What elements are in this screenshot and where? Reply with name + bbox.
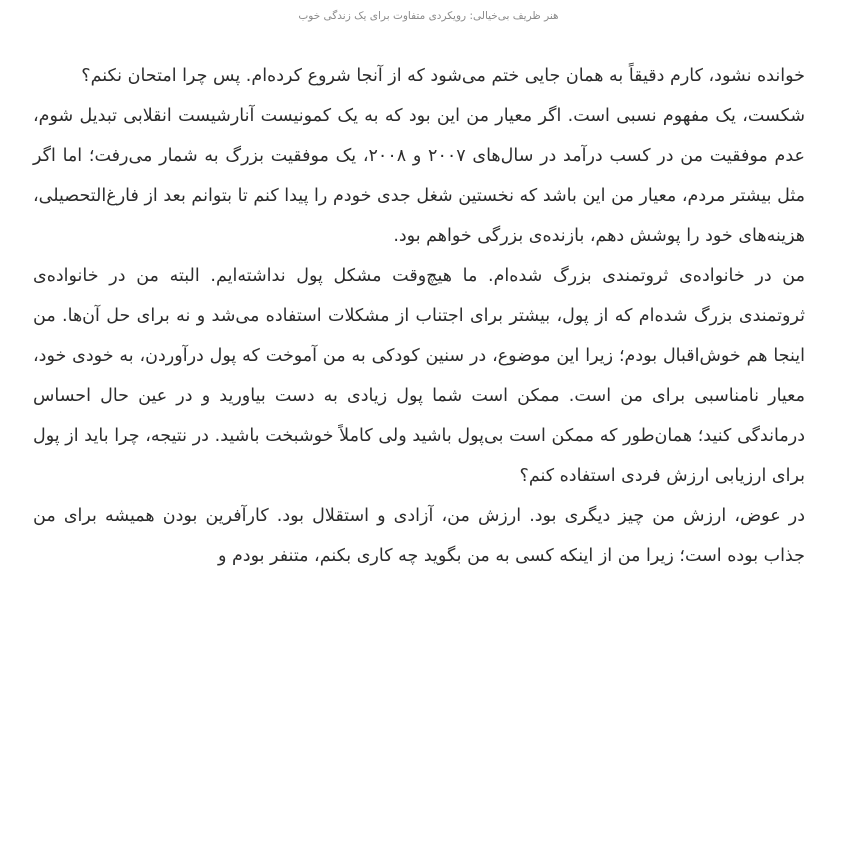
paragraph-4: در عوض، ارزش من چیز دیگری بود. ارزش من، آزادی و استقلال بود. کارآفرین بودن همیشه برای من جذاب بوده است؛ زیرا من از اینکه کسی به من بگوید چه کاری بکنم، متنفر بودم و bbox=[33, 506, 805, 566]
paragraph-1: خوانده نشود، کارم دقیقاً به همان جایی ختم می‌شود که از آنجا شروع کرده‌ام. پس چرا امتحان نکنم؟ bbox=[81, 66, 805, 86]
body-text bbox=[33, 56, 805, 576]
paragraph-2: شکست، یک مفهوم نسبی است. اگر معیار من این بود که به یک کمونیست آنارشیست انقلابی تبدیل شوم، عدم موفقیت من در کسب درآمد در سال‌های ۲۰۰۷ و ۲۰۰۸، یک موفقیت بزرگ به شمار می‌رفت؛ اما اگر مثل بیشتر مردم، معیار من این باشد که نخستین شغل جدی خودم را پیدا کنم تا بتوانم بعد از فارغ‌التحصیلی، هزینه‌های خود را پوشش دهم، بازنده‌ی بزرگی خواهم بود. bbox=[33, 106, 805, 246]
running-header: هنر ظریف بی‌خیالی: رویکردی متفاوت برای یک زندگی خوب bbox=[298, 10, 559, 22]
paragraph-3: من در خانواده‌ی ثروتمندی بزرگ شده‌ام. ما هیچ‌وقت مشکل پول نداشته‌ایم. البته من در خانواده‌ی ثروتمندی بزرگ شده‌ام که از پول، بیشتر برای اجتناب از مشکلات استفاده می‌شد و نه برای حل آن‌ها. من اینجا هم خوش‌اقبال بودم؛ زیرا این موضوع، در سنین کودکی به من آموخت که پول درآوردن، به خودی خود، معیار نامناسبی برای من است. ممکن است شما پول زیادی به دست بیاورید و در عین حال احساس درماندگی کنید؛ همان‌طور که ممکن است بی‌پول باشید ولی کاملاً خوشبخت باشید. در نتیجه، چرا باید از پول برای ارزیابی ارزش فردی استفاده کنم؟ bbox=[33, 266, 805, 486]
